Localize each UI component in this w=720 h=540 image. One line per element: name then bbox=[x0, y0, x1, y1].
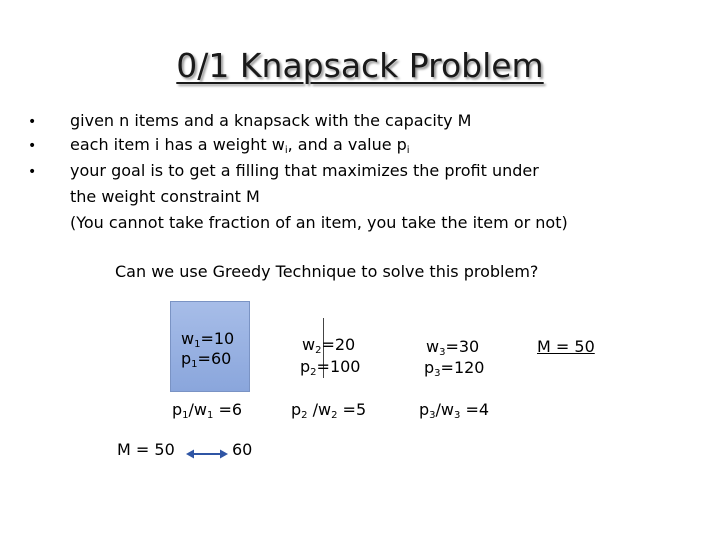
double-arrow-icon bbox=[185, 446, 229, 462]
bottom-capacity-label: M = 50 bbox=[117, 440, 175, 459]
item-3-weight: $w_3=30$ bbox=[426, 337, 480, 358]
item-1-profit: $p_1=60$ bbox=[181, 349, 232, 370]
item-3-ratio: $p_3/w_3 =4$ bbox=[419, 400, 490, 421]
bullet-marker: • bbox=[28, 164, 37, 180]
bullet-text-goal: your goal is to get a filling that maximizes the profit under bbox=[70, 161, 539, 180]
item-1-weight: $w_1=10$ bbox=[181, 329, 235, 350]
bullet-text-capacity: given n items and a knapsack with the capacity M bbox=[70, 111, 472, 130]
capacity-label: M = 50 bbox=[537, 337, 595, 356]
item-2-ratio: $p_2$ $/w_2 =5$ bbox=[291, 400, 367, 421]
greedy-question: Can we use Greedy Technique to solve this problem? bbox=[115, 262, 539, 281]
bullet-text-note: (You cannot take fraction of an item, you take the item or not) bbox=[70, 213, 568, 232]
bullet-text-constraint: the weight constraint M bbox=[70, 187, 260, 206]
item-2-weight: $w_2=20$ bbox=[302, 335, 356, 356]
item-2-profit: $p_2=100$ bbox=[300, 357, 361, 378]
bullet-text-weight-value: each item i has a weight $w_i$, and a value $p_i$ bbox=[70, 135, 410, 156]
item-1-ratio: $p_1/w_1 =6$ bbox=[172, 400, 243, 421]
item-3-profit: $p_3=120$ bbox=[424, 358, 485, 379]
bullet-marker: • bbox=[28, 114, 37, 130]
slide-title: 0/1 Knapsack Problem bbox=[176, 46, 544, 85]
bottom-profit-value: 60 bbox=[232, 440, 253, 459]
bullet-marker: • bbox=[28, 138, 37, 154]
